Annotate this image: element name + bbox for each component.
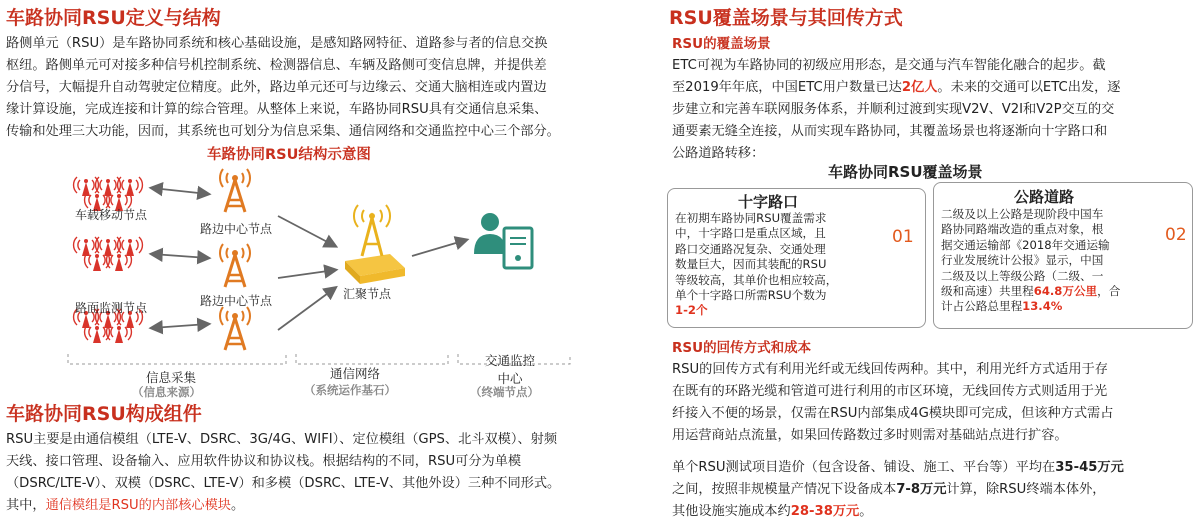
text-line: 在初期车路协同RSU覆盖需求 [675, 211, 827, 225]
section-monitor-center-line2: 中心 [497, 371, 523, 386]
section-monitor-center-line1: 交通监控 [484, 353, 535, 368]
roadside-tower-icon-2 [220, 244, 250, 287]
text-line: 路协同路端改造的重点对象，根 [941, 222, 1104, 237]
coverage-chart-title: 车路协同RSU覆盖场景 [828, 163, 983, 181]
text-line [672, 457, 1196, 479]
section-info-collection-sub: （信息来源） [132, 385, 201, 399]
text-line: 缘计算设施，完成连接和计算的综合管理。从整体上来说，车路协同RSU具有交通信息采集、 [6, 102, 548, 117]
aggregation-node-icon [345, 205, 405, 284]
text-line: 中，十字路口是重点区域，且 [675, 226, 826, 241]
highlight-project-cost: 35-45万元 [1055, 460, 1124, 475]
text-run: 计算，除RSU终端本体外， [946, 482, 1106, 497]
text-line: RSU主要是由通信模组（LTE-V、DSRC、3G/4G、WIFI）、定位模组（GPS、北斗双模）、射频 [6, 432, 558, 447]
components-paragraph [6, 429, 658, 517]
label-roadside-node-2: 路边中心节点 [200, 294, 273, 308]
text-line: 步建立和完善车联网服务体系，并顺利过渡到实现V2V、V2I和V2P交互的交 [672, 102, 1115, 117]
text-line: 分信号，大幅提升自动驾驶定位精度。此外，路边单元还可与边缘云、交通大脑相连或内置边 [6, 80, 547, 95]
text-line: 行业发展统计公报》显示，中国 [941, 253, 1104, 268]
subtitle-coverage-scenarios: RSU的覆盖场景 [672, 36, 771, 52]
text-line: RSU的回传方式有利用光纤或无线回传两种。其中，利用光纤方式适用于存 [672, 362, 1108, 377]
section-info-collection: 信息采集 [146, 370, 197, 385]
text-line: 公路道路转移： [672, 146, 765, 161]
definition-paragraph [6, 33, 658, 143]
text-run: ，合 [1097, 284, 1121, 299]
text-run: 。 [859, 504, 873, 519]
text-line: 枢纽。路侧单元可对接多种信号机控制系统、检测器信息、车辆及路侧可变信息牌，并提供差 [6, 58, 547, 73]
text-run: 其他设施实施成本约 [672, 504, 791, 519]
label-roadside-node-1: 路边中心节点 [200, 222, 273, 236]
highlight-highway-pct: 13.4% [1022, 299, 1063, 314]
diagram-title: 车路协同RSU结构示意图 [207, 147, 371, 163]
monitoring-center-icon [474, 213, 532, 268]
text-line: 路口交通路况复杂、交通处理 [675, 241, 826, 256]
text-line: 在既有的环路光缆和管道可进行利用的市区环境，无线回传方式则适用于光 [672, 384, 1108, 399]
section-comm-network-sub: （系统运作基石） [304, 383, 396, 397]
highlight-highway-km: 64.8万公里 [1033, 284, 1098, 299]
text-run: 计占公路总里程 [941, 299, 1023, 314]
highlight-other-cost: 28-38万元 [790, 504, 860, 519]
section-title-components: 车路协同RSU构成组件 [6, 403, 202, 425]
section-title-coverage: RSU覆盖场景与其回传方式 [669, 7, 903, 29]
highlight-equipment-cost: 7-8万元 [896, 482, 947, 497]
text-line: 据交通运输部《2018年交通运输 [941, 237, 1110, 252]
label-vehicle-node: 车载移动节点 [75, 208, 148, 222]
card-intersection-title: 十字路口 [737, 193, 798, 211]
text-line [672, 479, 1196, 501]
section-monitor-center-sub: （终端节点） [470, 385, 539, 399]
card-highway-title: 公路道路 [1013, 188, 1074, 206]
text-run: 其中， [6, 498, 46, 513]
text-line: 路侧单元（RSU）是车路协同系统和核心基础设施，是感知路网特征、道路参与者的信息交换 [6, 36, 548, 51]
cost-paragraph [672, 457, 1196, 523]
card-intersection [667, 188, 926, 328]
text-line: 传输和处理三大功能，因而，其系统也可划分为信息采集、通信网络和交通监控中心三个部分。 [6, 124, 560, 139]
highlight-etc-users: 2亿人 [901, 80, 938, 95]
text-run: 级和高速）共里程 [941, 284, 1034, 299]
card-highway-number: 02 [1165, 225, 1187, 245]
label-road-monitor-node: 路面监测节点 [75, 301, 148, 315]
text-line: 二级及以上等级公路（二级、一 [941, 268, 1104, 283]
backhaul-paragraph [672, 359, 1196, 447]
card-intersection-text [675, 211, 871, 319]
text-run: 。 [231, 498, 245, 513]
text-run: 之间，按照非规模量产情况下设备成本 [672, 482, 897, 497]
subtitle-backhaul-cost: RSU的回传方式和成本 [672, 340, 812, 356]
card-intersection-number: 01 [892, 227, 914, 247]
text-line: 通要素无缝全连接，从而实现车路协同，其覆盖场景也将逐渐向十字路口和 [672, 124, 1108, 139]
text-line [941, 284, 1151, 299]
text-line: 天线、接口管理、设备输入、应用软件协议和协议栈。根据结构的不同，RSU可分为单模 [6, 454, 522, 469]
card-highway [933, 182, 1193, 329]
section-title-definition: 车路协同RSU定义与结构 [6, 7, 221, 29]
section-monitor-center [480, 351, 540, 387]
text-line [672, 501, 1196, 523]
section-comm-network: 通信网络 [330, 366, 381, 381]
text-run: 。未来的交通可以ETC出发，逐 [937, 80, 1121, 95]
roadside-tower-icon-1 [220, 169, 250, 212]
text-run: 至2019年年底，中国ETC用户数量已达 [672, 80, 902, 95]
text-line: 单个十字路口所需RSU个数为 [675, 288, 827, 303]
text-line: 二级及以上公路是现阶段中国车 [941, 207, 1104, 221]
text-line: （DSRC/LTE-V）、双模（DSRC、LTE-V）和多模（DSRC、LTE-V、其他外设）三种不同形式。 [6, 476, 561, 491]
text-line: ETC可视为车路协同的初级应用形态，是交通与汽车智能化融合的起步。截 [672, 58, 1106, 73]
text-line: 数量巨大，因而其装配的RSU [675, 257, 827, 272]
text-line [672, 77, 1196, 99]
card-highway-text [941, 207, 1151, 315]
text-line: 用运营商站点流量，如果回传路数过多时则需对基础站点进行扩容。 [672, 428, 1068, 443]
road-monitor-signal-icons [74, 237, 143, 271]
coverage-paragraph [672, 55, 1196, 165]
text-line: 等级较高，其单价也相应较高， [675, 272, 838, 287]
text-line [6, 495, 658, 517]
highlight-core-module: 通信模组是RSU的内部核心模块 [45, 498, 231, 513]
text-line [941, 299, 1151, 314]
roadside-tower-icon-3 [220, 307, 250, 350]
text-line: 纤接入不便的场景，仅需在RSU内部集成4G模块即可完成，但该种方式需占 [672, 406, 1114, 421]
highlight-rsu-count: 1-2个 [675, 303, 708, 318]
label-aggregation-node: 汇聚节点 [343, 287, 392, 301]
text-run: 单个RSU测试项目造价（包含设备、铺设、施工、平台等）平均在 [672, 460, 1056, 475]
